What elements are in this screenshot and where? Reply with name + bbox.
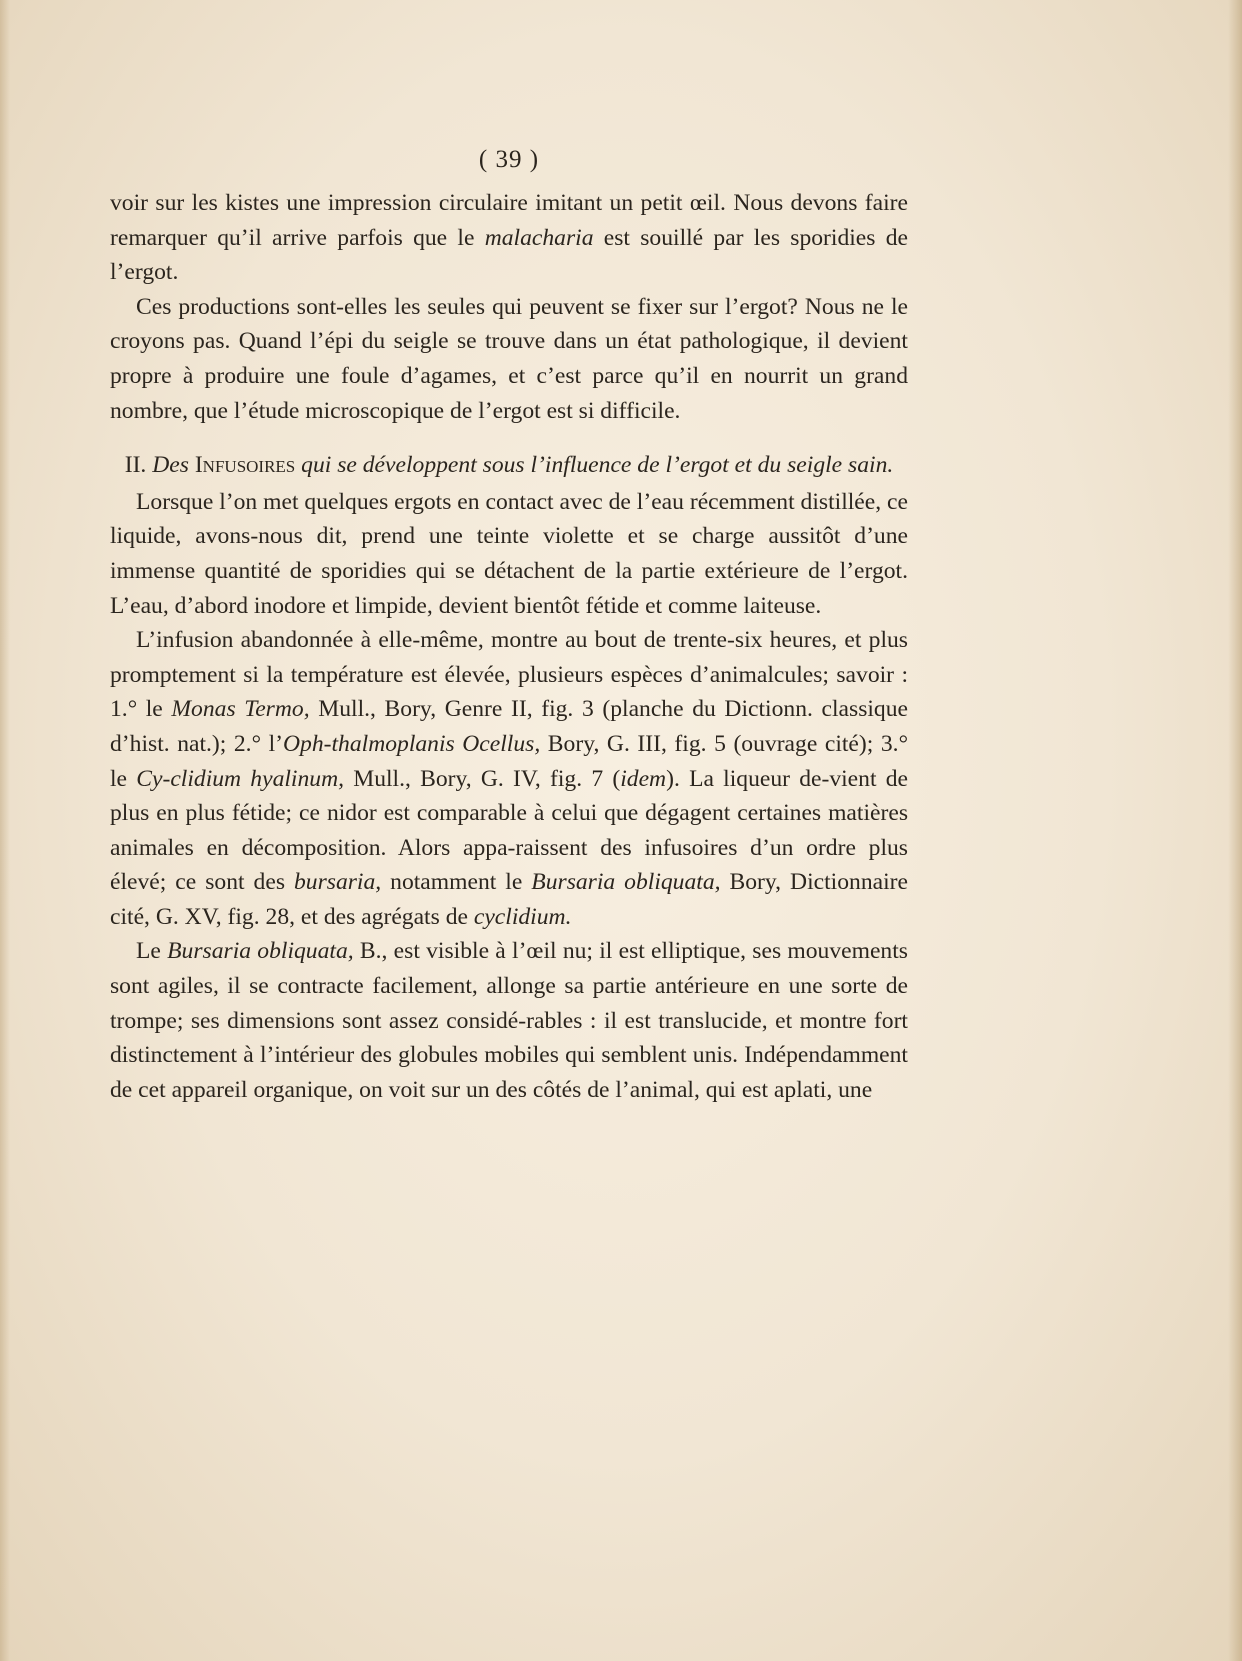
- paragraph-4-text-a: L’infusion abandonnée à elle-même, montre au bout de trente-six heures, et plus promptement si la température est élevée, plusieurs espèces d’animalcules; savoir : 1.° le: [110, 627, 908, 723]
- paragraph-4-italic-c: Cy-clidium hyalinum,: [136, 765, 345, 792]
- paragraph-4-text-d: Mull., Bory, G. IV, fig. 7 (: [344, 765, 621, 792]
- paragraph-4-text-c: Bory, G. III, fig. 5 (ouvrage cité); 3.° le: [110, 730, 909, 792]
- paragraph-5-text-b: B., est visible à l’œil nu; il est elliptique, ses mouvements sont agiles, il se contracte facilement, allonge sa partie antérieure en une sorte de trompe; ses dimensions sont assez considé-rables : il est translucide, et montre fort distinctement à l’intérieur des globules mobiles qui semblent unis. Indépendamment de cet appareil organique, on voit sur un des côtés de l’animal, qui est aplati, une: [110, 938, 908, 1103]
- paragraph-1-text-a: voir sur les kistes une impression circulaire imitant un petit œil. Nous devons faire remarquer qu’il arrive parfois que le: [110, 190, 908, 251]
- paragraph-4-italic-d: idem: [620, 765, 667, 792]
- paragraph-3-text: Lorsque l’on met quelques ergots en contact avec de l’eau récemment distillée, ce liquide, avons-nous dit, prend une teinte violette et se charge aussitôt d’une immense quantité de sporidies qui se détachent de la partie extérieure de l’ergot. L’eau, d’abord inodore et limpide, devient bientôt fétide et comme laiteuse.: [110, 488, 908, 619]
- page-number: ( 39 ): [478, 146, 540, 173]
- paragraph-4-text-g: Bory, Dictionnaire cité, G. XV, fig. 28, et des agrégats de: [110, 869, 908, 930]
- paragraph-4-italic-g: cyclidium.: [473, 903, 572, 930]
- paragraph-1: [110, 186, 908, 290]
- paragraph-5-italic-a: Bursaria obliquata,: [167, 938, 354, 965]
- body-text: [110, 142, 908, 1107]
- section-heading: [110, 448, 908, 483]
- paragraph-4-italic-b: Oph-thalmoplanis Ocellus,: [283, 730, 541, 757]
- section-heading-smallcaps: Infusoires: [194, 452, 296, 479]
- paragraph-4-text-b: Mull., Bory, Genre II, fig. 3 (planche du Dictionn. classique d’hist. nat.); 2.° l’: [110, 696, 908, 757]
- paragraph-4-italic-a: Monas Termo,: [171, 696, 310, 723]
- paragraph-1-italic-a: malacharia: [484, 224, 594, 251]
- page-edge-left: [0, 0, 10, 1661]
- paragraph-5: [110, 934, 908, 1107]
- paragraph-4: [110, 623, 908, 934]
- paragraph-4-italic-f: Bursaria obliquata,: [531, 869, 721, 896]
- paragraph-5-text-a: Le: [136, 938, 168, 965]
- paragraph-2-text: Ces productions sont-elles les seules qui peuvent se fixer sur l’ergot? Nous ne le croyons pas. Quand l’épi du seigle se trouve dans un état pathologique, il devient propre à produire une foule d’agames, et c’est parce qu’il en nourrit un grand nombre, que l’étude microscopique de l’ergot est si difficile.: [110, 293, 908, 424]
- page-edge-right: [1228, 0, 1242, 1661]
- paragraph-4-text-f: notamment le: [381, 869, 532, 896]
- paragraph-4-italic-e: bursaria,: [293, 869, 382, 896]
- section-heading-italic-b: qui se développent sous l’influence de l’ergot et du seigle sain.: [295, 452, 894, 479]
- section-heading-numeral: II.: [124, 452, 153, 479]
- paragraph-1-text-b: est souillé par les sporidies de l’ergot.: [110, 224, 908, 286]
- paragraph-3: [110, 485, 908, 623]
- paragraph-4-text-e: ). La liqueur de-vient de plus en plus fétide; ce nidor est comparable à celui que dégagent certaines matières animales en décomposition. Alors appa-raissent des infusoires d’un ordre plus élevé; ce sont des: [110, 765, 908, 896]
- section-heading-italic-a: Des: [152, 452, 195, 479]
- paragraph-2: [110, 290, 908, 428]
